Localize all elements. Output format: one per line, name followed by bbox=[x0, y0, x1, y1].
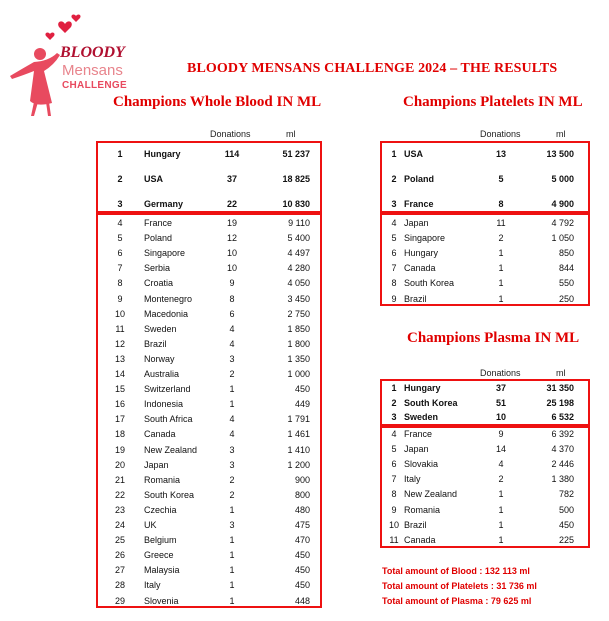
plasma-rank-cell: 4 bbox=[391, 429, 397, 439]
blood-donations-cell: 1 bbox=[229, 384, 235, 395]
blood-rank-cell: 2 bbox=[117, 174, 123, 184]
blood-country-cell: Hungary bbox=[144, 149, 181, 159]
plasma-rank-cell: 1 bbox=[391, 383, 397, 393]
plasma-country-cell: Italy bbox=[404, 474, 421, 485]
plasma-champion-row bbox=[380, 381, 590, 395]
blood-row bbox=[96, 488, 322, 502]
blood-section-title: Champions Whole Blood IN ML bbox=[113, 94, 322, 110]
plasma-donations-cell: 2 bbox=[498, 474, 504, 485]
blood-country-cell: Italy bbox=[144, 580, 161, 591]
blood-country-cell: Romania bbox=[144, 474, 181, 485]
blood-donations-cell: 3 bbox=[229, 459, 235, 470]
platelets-row bbox=[380, 292, 590, 306]
blood-donations-cell: 1 bbox=[229, 504, 235, 515]
plasma-donations-cell: 1 bbox=[498, 519, 504, 530]
blood-row bbox=[96, 261, 322, 275]
blood-country-cell: Serbia bbox=[144, 263, 171, 274]
blood-ml-cell: 800 bbox=[294, 489, 310, 500]
blood-country-cell: USA bbox=[144, 174, 164, 184]
blood-row bbox=[96, 231, 322, 245]
blood-row bbox=[96, 473, 322, 487]
blood-rank-cell: 13 bbox=[114, 353, 125, 364]
plasma-rank-cell: 7 bbox=[391, 474, 397, 485]
blood-row bbox=[96, 397, 322, 411]
blood-donations-cell: 4 bbox=[229, 429, 235, 440]
platelets-donations-cell: 1 bbox=[498, 278, 504, 289]
blood-row bbox=[96, 382, 322, 396]
blood-ml-cell: 1 850 bbox=[287, 323, 310, 334]
plasma-country-cell: Slovakia bbox=[404, 459, 439, 470]
platelets-donations-cell: 1 bbox=[498, 293, 504, 304]
plasma-country-cell: Sweden bbox=[404, 412, 439, 422]
logo-mensans: Mensans bbox=[62, 62, 123, 79]
blood-donations-cell: 10 bbox=[226, 263, 237, 274]
plasma-donations-cell: 1 bbox=[498, 534, 504, 545]
platelets-rank-cell: 6 bbox=[391, 248, 397, 259]
platelets-donations-cell: 8 bbox=[498, 199, 504, 209]
platelets-rank-cell: 7 bbox=[391, 263, 397, 274]
blood-ml-cell: 900 bbox=[294, 474, 310, 485]
blood-ml-cell: 4 050 bbox=[287, 278, 310, 289]
plasma-ml-cell: 500 bbox=[558, 504, 574, 515]
blood-country-cell: Poland bbox=[144, 233, 173, 244]
total-plasma: Total amount of Plasma : 79 625 ml bbox=[382, 596, 532, 606]
plasma-ml-cell: 225 bbox=[558, 534, 574, 545]
plasma-country-cell: Brazil bbox=[404, 519, 427, 530]
plasma-rank-cell: 8 bbox=[391, 489, 397, 500]
blood-ml-cell: 475 bbox=[294, 520, 310, 530]
page-title: BLOODY MENSANS CHALLENGE 2024 – THE RESULTS bbox=[187, 61, 558, 76]
blood-row bbox=[96, 246, 322, 260]
plasma-rank-cell: 5 bbox=[391, 444, 397, 455]
platelets-row bbox=[380, 261, 590, 275]
total-blood: Total amount of Blood : 132 113 ml bbox=[382, 566, 530, 576]
blood-rank-cell: 25 bbox=[114, 535, 125, 546]
blood-donations-cell: 8 bbox=[229, 293, 235, 304]
blood-row bbox=[96, 322, 322, 336]
blood-country-cell: Greece bbox=[144, 550, 174, 561]
blood-champion-row bbox=[96, 147, 322, 161]
platelets-rank-cell: 5 bbox=[391, 233, 397, 244]
blood-row bbox=[96, 443, 322, 457]
blood-rank-cell: 1 bbox=[117, 149, 123, 159]
blood-row bbox=[96, 594, 322, 608]
platelets-row bbox=[380, 216, 590, 230]
blood-ml-cell: 450 bbox=[294, 550, 310, 561]
blood-row bbox=[96, 292, 322, 306]
plasma-section-title: Champions Plasma IN ML bbox=[407, 330, 580, 346]
plasma-donations-cell: 9 bbox=[498, 429, 504, 439]
plasma-donations-cell: 1 bbox=[498, 489, 504, 500]
blood-col-donations: Donations bbox=[210, 129, 251, 139]
blood-ml-cell: 18 825 bbox=[282, 174, 310, 184]
blood-row bbox=[96, 578, 322, 592]
platelets-rank-cell: 2 bbox=[391, 174, 397, 184]
blood-country-cell: South Korea bbox=[144, 489, 195, 500]
platelets-rank-cell: 1 bbox=[391, 149, 397, 159]
plasma-donations-cell: 14 bbox=[495, 444, 506, 455]
blood-ml-cell: 449 bbox=[294, 399, 310, 410]
blood-rank-cell: 23 bbox=[114, 504, 125, 515]
blood-ml-cell: 470 bbox=[294, 535, 310, 546]
plasma-col-ml: ml bbox=[556, 368, 566, 378]
blood-donations-cell: 1 bbox=[229, 565, 235, 576]
blood-ml-cell: 1 410 bbox=[287, 444, 310, 455]
platelets-country-cell: Poland bbox=[404, 174, 435, 184]
blood-donations-cell: 4 bbox=[229, 323, 235, 334]
plasma-champion-row bbox=[380, 396, 590, 410]
blood-country-cell: South Africa bbox=[144, 414, 193, 425]
blood-country-cell: Czechia bbox=[144, 504, 177, 515]
blood-row bbox=[96, 533, 322, 547]
platelets-ml-cell: 13 500 bbox=[546, 149, 574, 159]
blood-rank-cell: 8 bbox=[117, 278, 123, 289]
blood-rank-cell: 21 bbox=[114, 474, 125, 485]
blood-donations-cell: 1 bbox=[229, 535, 235, 546]
plasma-country-cell: France bbox=[404, 429, 433, 439]
platelets-country-cell: South Korea bbox=[404, 278, 455, 289]
blood-rank-cell: 7 bbox=[117, 263, 123, 274]
platelets-rank-cell: 4 bbox=[391, 218, 397, 228]
blood-rank-cell: 9 bbox=[117, 293, 123, 304]
plasma-donations-cell: 37 bbox=[495, 383, 506, 393]
blood-ml-cell: 4 280 bbox=[287, 263, 310, 274]
plasma-ml-cell: 31 350 bbox=[546, 383, 574, 393]
blood-country-cell: Croatia bbox=[144, 278, 174, 289]
platelets-country-cell: Canada bbox=[404, 263, 436, 274]
platelets-country-cell: Singapore bbox=[404, 233, 446, 244]
blood-rank-cell: 15 bbox=[114, 384, 125, 395]
blood-donations-cell: 4 bbox=[229, 338, 235, 349]
platelets-donations-cell: 1 bbox=[498, 248, 504, 259]
platelets-rank-cell: 9 bbox=[391, 293, 397, 304]
blood-country-cell: Brazil bbox=[144, 338, 167, 349]
plasma-champion-row bbox=[380, 410, 590, 424]
blood-rank-cell: 11 bbox=[115, 323, 125, 334]
plasma-rank-cell: 3 bbox=[391, 412, 397, 422]
blood-country-cell: France bbox=[144, 218, 173, 228]
platelets-country-cell: France bbox=[404, 199, 434, 209]
platelets-country-cell: USA bbox=[404, 149, 424, 159]
blood-ml-cell: 2 750 bbox=[287, 308, 310, 319]
plasma-rank-cell: 6 bbox=[391, 459, 397, 470]
blood-country-cell: Germany bbox=[144, 199, 184, 209]
blood-rank-cell: 28 bbox=[114, 580, 125, 591]
blood-donations-cell: 1 bbox=[229, 595, 235, 606]
blood-champion-row bbox=[96, 172, 322, 186]
blood-ml-cell: 5 400 bbox=[287, 233, 310, 244]
blood-rank-cell: 6 bbox=[117, 248, 123, 259]
blood-country-cell: Norway bbox=[144, 353, 175, 364]
plasma-row bbox=[380, 533, 590, 547]
blood-donations-cell: 3 bbox=[229, 353, 235, 364]
platelets-ml-cell: 4 900 bbox=[551, 199, 574, 209]
blood-country-cell: Macedonia bbox=[144, 308, 189, 319]
logo-bloody: BLOODY bbox=[60, 44, 125, 61]
blood-donations-cell: 6 bbox=[229, 308, 235, 319]
blood-donations-cell: 3 bbox=[229, 444, 235, 455]
plasma-ml-cell: 25 198 bbox=[546, 397, 574, 408]
blood-donations-cell: 4 bbox=[229, 414, 235, 425]
blood-country-cell: Sweden bbox=[144, 323, 177, 334]
plasma-col-donations: Donations bbox=[480, 368, 521, 378]
plasma-ml-cell: 6 392 bbox=[551, 429, 574, 439]
blood-ml-cell: 51 237 bbox=[282, 149, 310, 159]
platelets-ml-cell: 1 050 bbox=[551, 233, 574, 244]
blood-rank-cell: 14 bbox=[114, 369, 125, 379]
plasma-ml-cell: 1 380 bbox=[551, 474, 574, 485]
platelets-row bbox=[380, 276, 590, 290]
plasma-ml-cell: 450 bbox=[558, 519, 574, 530]
blood-donations-cell: 114 bbox=[224, 149, 240, 159]
blood-row bbox=[96, 458, 322, 472]
plasma-ml-cell: 4 370 bbox=[551, 444, 574, 455]
plasma-country-cell: South Korea bbox=[404, 397, 458, 408]
blood-ml-cell: 480 bbox=[294, 504, 310, 515]
blood-country-cell: Indonesia bbox=[144, 399, 184, 410]
plasma-donations-cell: 10 bbox=[495, 412, 506, 422]
blood-donations-cell: 3 bbox=[229, 520, 235, 530]
blood-country-cell: Japan bbox=[144, 459, 169, 470]
blood-rank-cell: 29 bbox=[114, 595, 125, 606]
blood-row bbox=[96, 216, 322, 230]
blood-ml-cell: 4 497 bbox=[287, 248, 310, 259]
blood-row bbox=[96, 367, 322, 381]
blood-donations-cell: 1 bbox=[229, 399, 235, 410]
blood-donations-cell: 2 bbox=[229, 489, 235, 500]
blood-rank-cell: 3 bbox=[117, 199, 123, 209]
total-platelets: Total amount of Platelets : 31 736 ml bbox=[382, 581, 537, 591]
blood-row bbox=[96, 563, 322, 577]
platelets-col-donations: Donations bbox=[480, 129, 521, 139]
platelets-donations-cell: 1 bbox=[498, 263, 504, 274]
blood-row bbox=[96, 307, 322, 321]
plasma-country-cell: New Zealand bbox=[404, 489, 458, 500]
platelets-country-cell: Brazil bbox=[404, 293, 427, 304]
platelets-ml-cell: 4 792 bbox=[551, 218, 574, 228]
blood-row bbox=[96, 337, 322, 351]
plasma-country-cell: Canada bbox=[404, 534, 436, 545]
blood-ml-cell: 3 450 bbox=[287, 293, 310, 304]
plasma-country-cell: Hungary bbox=[404, 383, 441, 393]
blood-country-cell: Switzerland bbox=[144, 384, 191, 395]
blood-rank-cell: 27 bbox=[114, 565, 125, 576]
platelets-donations-cell: 13 bbox=[495, 149, 506, 159]
platelets-rank-cell: 8 bbox=[391, 278, 397, 289]
blood-ml-cell: 450 bbox=[294, 580, 310, 591]
blood-ml-cell: 1 800 bbox=[287, 338, 310, 349]
blood-row bbox=[96, 518, 322, 532]
blood-rank-cell: 22 bbox=[114, 489, 125, 500]
plasma-row bbox=[380, 457, 590, 471]
blood-donations-cell: 1 bbox=[229, 550, 235, 561]
blood-donations-cell: 2 bbox=[229, 369, 235, 379]
plasma-row bbox=[380, 442, 590, 456]
blood-rank-cell: 16 bbox=[114, 399, 125, 410]
blood-row bbox=[96, 548, 322, 562]
blood-country-cell: New Zealand bbox=[144, 444, 198, 455]
blood-rank-cell: 10 bbox=[114, 308, 125, 319]
platelets-col-ml: ml bbox=[556, 129, 566, 139]
platelets-country-cell: Hungary bbox=[404, 248, 439, 259]
blood-col-ml: ml bbox=[286, 129, 296, 139]
blood-donations-cell: 37 bbox=[226, 174, 237, 184]
platelets-ml-cell: 250 bbox=[558, 293, 574, 304]
platelets-country-cell: Japan bbox=[404, 218, 429, 228]
blood-row bbox=[96, 276, 322, 290]
blood-country-cell: Canada bbox=[144, 429, 176, 440]
platelets-donations-cell: 5 bbox=[498, 174, 504, 184]
plasma-ml-cell: 782 bbox=[558, 489, 574, 500]
plasma-row bbox=[380, 427, 590, 441]
blood-rank-cell: 20 bbox=[114, 459, 125, 470]
blood-rank-cell: 18 bbox=[114, 429, 125, 440]
blood-donations-cell: 19 bbox=[226, 218, 237, 228]
logo bbox=[4, 10, 127, 120]
platelets-ml-cell: 850 bbox=[558, 248, 574, 259]
blood-row bbox=[96, 427, 322, 441]
blood-country-cell: UK bbox=[144, 520, 157, 530]
platelets-champion-row bbox=[380, 172, 590, 186]
blood-donations-cell: 2 bbox=[229, 474, 235, 485]
blood-row bbox=[96, 503, 322, 517]
blood-ml-cell: 1 000 bbox=[287, 369, 310, 379]
platelets-ml-cell: 844 bbox=[558, 263, 574, 274]
blood-rank-cell: 24 bbox=[114, 520, 125, 530]
blood-champion-row bbox=[96, 197, 322, 211]
plasma-rank-cell: 10 bbox=[388, 519, 399, 530]
blood-ml-cell: 1 350 bbox=[287, 353, 310, 364]
blood-ml-cell: 450 bbox=[294, 565, 310, 576]
platelets-row bbox=[380, 231, 590, 245]
blood-country-cell: Slovenia bbox=[144, 595, 179, 606]
blood-country-cell: Malaysia bbox=[144, 565, 180, 576]
plasma-rank-cell: 2 bbox=[391, 397, 397, 408]
platelets-ml-cell: 5 000 bbox=[551, 174, 574, 184]
platelets-ml-cell: 550 bbox=[558, 278, 574, 289]
platelets-champion-row bbox=[380, 147, 590, 161]
blood-country-cell: Montenegro bbox=[144, 293, 193, 304]
blood-row bbox=[96, 352, 322, 366]
blood-country-cell: Singapore bbox=[144, 248, 186, 259]
blood-rank-cell: 5 bbox=[117, 233, 123, 244]
blood-rank-cell: 12 bbox=[114, 338, 125, 349]
plasma-country-cell: Japan bbox=[404, 444, 429, 455]
blood-ml-cell: 1 791 bbox=[287, 414, 310, 425]
plasma-donations-cell: 1 bbox=[498, 504, 504, 515]
platelets-row bbox=[380, 246, 590, 260]
blood-ml-cell: 9 110 bbox=[288, 218, 310, 228]
plasma-ml-cell: 2 446 bbox=[551, 459, 574, 470]
blood-ml-cell: 448 bbox=[294, 595, 310, 606]
platelets-champion-row bbox=[380, 197, 590, 211]
plasma-row bbox=[380, 487, 590, 501]
blood-ml-cell: 1 461 bbox=[287, 429, 310, 440]
plasma-ml-cell: 6 532 bbox=[551, 412, 574, 422]
plasma-donations-cell: 51 bbox=[495, 397, 506, 408]
platelets-rank-cell: 3 bbox=[391, 199, 397, 209]
blood-rank-cell: 4 bbox=[117, 218, 123, 228]
blood-country-cell: Belgium bbox=[144, 535, 177, 546]
blood-country-cell: Australia bbox=[144, 369, 180, 379]
plasma-country-cell: Romania bbox=[404, 504, 441, 515]
blood-donations-cell: 10 bbox=[226, 248, 237, 259]
blood-rank-cell: 17 bbox=[114, 414, 125, 425]
platelets-donations-cell: 11 bbox=[496, 218, 506, 228]
blood-donations-cell: 12 bbox=[226, 233, 237, 244]
plasma-rank-cell: 9 bbox=[391, 504, 397, 515]
blood-ml-cell: 10 830 bbox=[282, 199, 310, 209]
platelets-donations-cell: 2 bbox=[498, 233, 504, 244]
plasma-rank-cell: 11 bbox=[389, 534, 399, 545]
logo-challenge: CHALLENGE bbox=[62, 80, 127, 91]
blood-rank-cell: 19 bbox=[114, 444, 125, 455]
blood-ml-cell: 1 200 bbox=[287, 459, 310, 470]
blood-rank-cell: 26 bbox=[114, 550, 125, 561]
blood-donations-cell: 9 bbox=[229, 278, 235, 289]
blood-ml-cell: 450 bbox=[294, 384, 310, 395]
plasma-row bbox=[380, 518, 590, 532]
plasma-donations-cell: 4 bbox=[498, 459, 504, 470]
blood-row bbox=[96, 412, 322, 426]
blood-donations-cell: 1 bbox=[229, 580, 235, 591]
plasma-row bbox=[380, 503, 590, 517]
blood-donations-cell: 22 bbox=[226, 199, 237, 209]
platelets-section-title: Champions Platelets IN ML bbox=[403, 94, 583, 110]
plasma-row bbox=[380, 472, 590, 486]
